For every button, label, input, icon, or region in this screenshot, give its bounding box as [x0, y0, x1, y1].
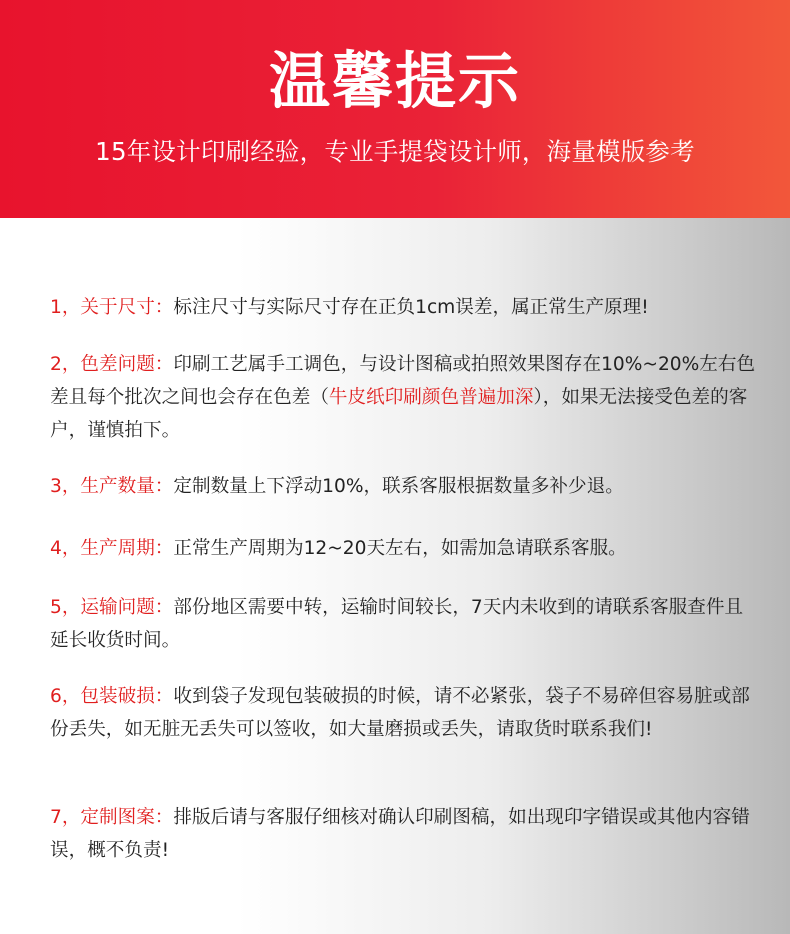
notice-label: 2，色差问题： — [50, 354, 174, 375]
notice-item-7 — [50, 801, 760, 867]
notice-item-5 — [50, 591, 760, 657]
notice-text: 定制数量上下浮动10%，联系客服根据数量多补少退。 — [173, 476, 624, 497]
notice-content — [0, 218, 790, 934]
notice-item-3 — [50, 470, 760, 503]
notice-text: 正常生产周期为12~20天左右，如需加急请联系客服。 — [173, 538, 627, 559]
notice-item-6 — [50, 680, 760, 746]
header-banner — [0, 0, 790, 218]
notice-text: 部份地区需要中转，运输时间较长，7天内未收到的请联系客服查件且延长收货时间。 — [50, 597, 744, 651]
notice-item-1 — [50, 291, 760, 324]
notice-item-2 — [50, 348, 760, 447]
notice-label: 4，生产周期： — [50, 538, 174, 559]
notice-label: 5，运输问题： — [50, 597, 174, 618]
notice-highlight: 牛皮纸印刷颜色普遍加深 — [328, 387, 534, 408]
notice-item-4 — [50, 532, 760, 565]
notice-text: 印刷工艺属手工调色，与设计图稿或拍照效果图存在10%~20%左右色差且每个批次之间也会存在色差（ — [50, 354, 756, 408]
page-title: 温馨提示 — [268, 46, 521, 117]
notice-label: 1，关于尺寸： — [50, 297, 174, 318]
notice-text: ），如果无法接受色差的客户，谨慎拍下。 — [50, 387, 748, 441]
notice-text: 收到袋子发现包装破损的时候，请不必紧张，袋子不易碎但容易脏或部份丢失，如无脏无丢失可以签收，如大量磨损或丢失，请取货时联系我们! — [50, 686, 750, 740]
page-subtitle: 15年设计印刷经验，专业手提袋设计师，海量模版参考 — [95, 137, 695, 166]
notice-text: 排版后请与客服仔细核对确认印刷图稿，如出现印字错误或其他内容错误，概不负责! — [50, 807, 750, 861]
notice-text: 标注尺寸与实际尺寸存在正负1cm误差，属正常生产原理! — [173, 297, 649, 318]
notice-label: 6，包装破损： — [50, 686, 174, 707]
notice-label: 7，定制图案： — [50, 807, 174, 828]
notice-label: 3，生产数量： — [50, 476, 174, 497]
